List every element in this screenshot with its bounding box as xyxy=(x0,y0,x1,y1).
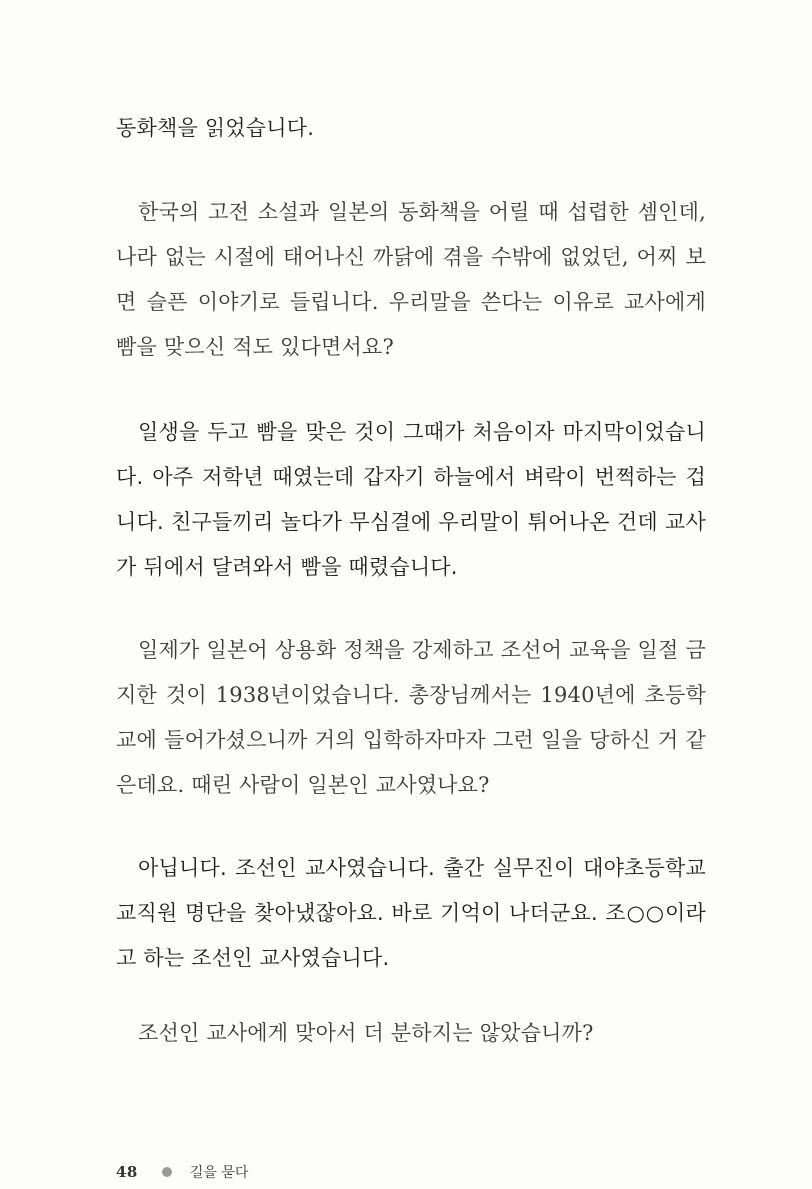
page-number: 48 xyxy=(116,1163,138,1181)
answer-paragraph: 일생을 두고 빰을 맞은 것이 그때가 처음이자 마지막이었습니다. 아주 저학년 때였는데 갑자기 하늘에서 벼락이 번쩍하는 겁니다. 친구들끼리 놀다가 무심결에 우리말이 튀어나온 건데 교사가 뒤에서 달려와서 빰을 때렸습니다. xyxy=(116,420,706,579)
question-paragraph: 조선인 교사에게 맞아서 더 분하지는 않았습니까? xyxy=(138,1021,594,1045)
page-footer xyxy=(116,1162,248,1182)
question-paragraph: 일제가 일본어 상용화 정책을 강제하고 조선어 교육을 일절 금지한 것이 1938년이었습니다. 총장님께서는 1940년에 초등학교에 들어가셨으니까 거의 입학하자마자 그런 일을 당하신 거 같은데요. 때린 사람이 일본인 교사였나요? xyxy=(116,638,706,797)
answer-paragraph: 아닙니다. 조선인 교사였습니다. 출간 실무진이 대야초등학교 교직원 명단을 찾아냈잖아요. 바로 기억이 나더군요. 조○○이라고 하는 조선인 교사였습니다. xyxy=(116,856,706,970)
question-paragraph: 한국의 고전 소설과 일본의 동화책을 어릴 때 섭렵한 셈인데, 나라 없는 시절에 태어나신 까닭에 겪을 수밖에 없었던, 어찌 보면 슬픈 이야기로 들립니다. 우리말을 쓴다는 이유로 교사에게 빰을 맞으신 적도 있다면서요? xyxy=(116,200,706,359)
running-title: 길을 묻다 xyxy=(189,1165,249,1181)
answer-paragraph-continued: 동화책을 읽었습니다. xyxy=(116,116,315,140)
bullet-dot-icon xyxy=(162,1167,172,1177)
